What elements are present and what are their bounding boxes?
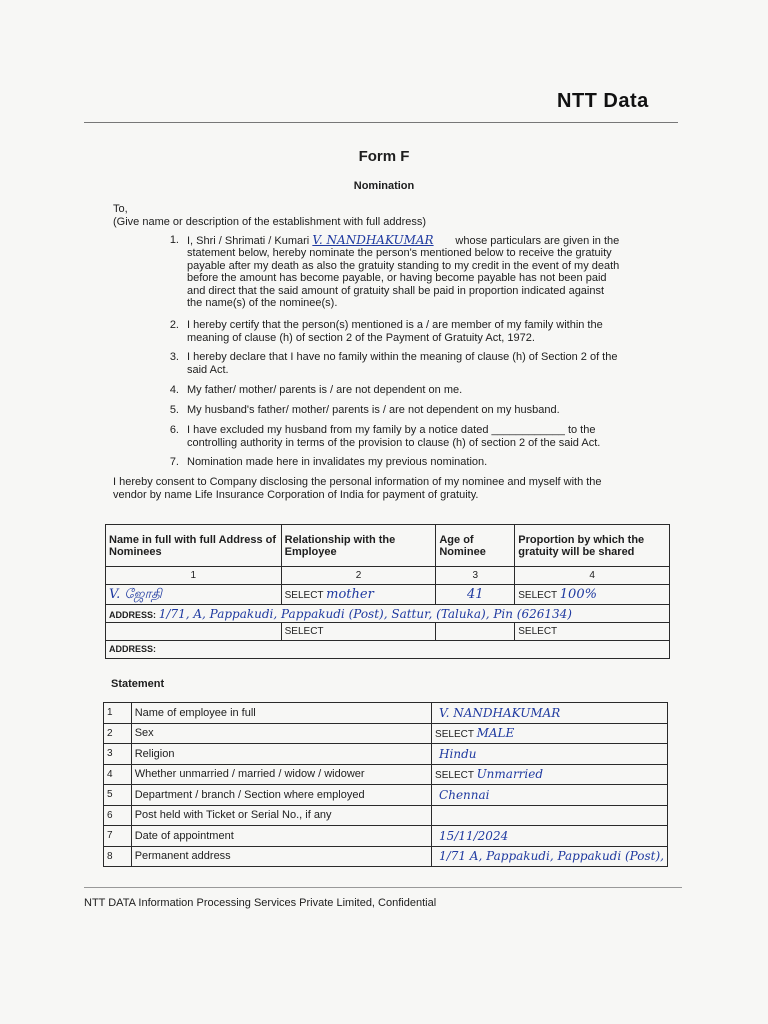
statement-row-label: Sex <box>131 723 431 744</box>
statement-value: 1/71 A, Pappakudi, Pappakudi (Post), <box>439 849 664 864</box>
item-2-line: meaning of clause (h) of section 2 of the Payment of Gratuity Act, 1972. <box>187 331 535 344</box>
item-2-line: I hereby certify that the person(s) mentioned is a / are member of my family within the <box>187 319 603 331</box>
nominee-row-1 <box>106 585 670 605</box>
statement-row-label: Religion <box>131 744 431 765</box>
statement-value: MALE <box>476 726 515 741</box>
statement-value: Chennai <box>439 787 490 802</box>
nominee-row-2 <box>106 623 670 641</box>
statement-value: Hindu <box>439 746 477 761</box>
proportion-value: 100% <box>559 587 597 602</box>
statement-row-number: 2 <box>104 723 132 744</box>
statement-value: Unmarried <box>476 767 544 782</box>
item-3-body <box>187 351 665 376</box>
nominee-name-value: V. ஜோதி <box>109 586 162 602</box>
statement-row-number: 4 <box>104 764 132 785</box>
item-3-line: said Act. <box>187 363 229 376</box>
item-1-prefix: I, Shri / Shrimati / Kumari <box>187 235 310 247</box>
select-label: SELECT <box>435 729 474 741</box>
item-1-suffix: whose particulars are given in the <box>455 235 620 247</box>
consent-paragraph <box>113 476 653 501</box>
statement-row-label: Department / branch / Section where employed <box>131 785 431 806</box>
address-label: ADDRESS: <box>109 609 157 620</box>
item-1-line: before the amount has become payable, or having become payable has not been paid <box>187 272 607 285</box>
statement-row <box>104 846 668 867</box>
statement-row <box>104 764 668 785</box>
statement-row-number: 7 <box>104 826 132 847</box>
item-1-first-line <box>187 234 667 248</box>
statement-value: V. NANDHAKUMAR <box>439 705 561 720</box>
statement-row <box>104 826 668 847</box>
nominee-address-row-2 <box>106 641 670 659</box>
item-3-line: I hereby declare that I have no family within the meaning of clause (h) of Section 2 of the <box>187 351 618 363</box>
item-1-line: and direct that the said amount of gratuity shall be paid in proportion indicated against <box>187 284 605 297</box>
statement-row-number: 8 <box>104 846 132 867</box>
statement-value: 15/11/2024 <box>439 828 509 843</box>
statement-row-label: Post held with Ticket or Serial No., if any <box>131 805 431 826</box>
form-title: Form F <box>358 148 410 165</box>
statement-row-label: Whether unmarried / married / widow / widower <box>131 764 431 785</box>
age-value: 41 <box>467 587 484 602</box>
statement-row-label: Name of employee in full <box>131 703 431 724</box>
statement-row <box>104 723 668 744</box>
item-number: 2. <box>169 319 179 331</box>
statement-row-label: Permanent address <box>131 846 431 867</box>
column-header-proportion: Proportion by which the gratuity will be shared <box>515 525 670 567</box>
column-number: 1 <box>106 567 282 585</box>
item-7-text: Nomination made here in invalidates my previous nomination. <box>187 456 488 468</box>
select-label: SELECT <box>518 590 557 601</box>
consent-line: vendor by name Life Insurance Corporation of India for payment of gratuity. <box>113 488 479 501</box>
nominee-address-row-1 <box>106 605 670 623</box>
nominee-address-cell[interactable] <box>106 641 670 659</box>
form-subtitle: Nomination <box>353 180 415 192</box>
header-divider <box>84 122 678 123</box>
to-label: To, <box>113 203 128 215</box>
item-1-body <box>187 247 665 310</box>
to-hint: (Give name or description of the establishment with full address) <box>113 216 427 228</box>
column-number: 2 <box>281 567 436 585</box>
statement-row-number: 3 <box>104 744 132 765</box>
select-label: SELECT <box>284 590 324 601</box>
item-1-line: payable after my death as also the gratuity standing to my credit in the event of my death <box>187 259 620 272</box>
column-header-age: Age of Nominee <box>436 525 515 567</box>
address-label: ADDRESS: <box>109 644 157 654</box>
nominee-name-cell[interactable] <box>106 623 282 641</box>
statement-value-field[interactable] <box>432 846 668 867</box>
statement-value-field[interactable] <box>432 785 668 806</box>
nominee-table-header-row <box>106 525 670 567</box>
age-cell[interactable] <box>436 585 515 605</box>
proportion-select[interactable] <box>515 623 670 641</box>
relationship-value: mother <box>326 587 374 602</box>
column-header-name: Name in full with full Address of Nominees <box>106 525 282 567</box>
item-1-line: statement below, hereby nominate the person's mentioned below to receive the gratuity <box>187 247 612 259</box>
relationship-select[interactable] <box>281 585 436 605</box>
item-1-line: the name(s) of the nominee(s). <box>187 297 338 310</box>
footer-text: NTT DATA Information Processing Services Private Limited, Confidential <box>84 897 437 909</box>
proportion-select[interactable] <box>515 585 670 605</box>
statement-value-field[interactable] <box>432 703 668 724</box>
statement-row <box>104 785 668 806</box>
statement-row <box>104 805 668 826</box>
consent-line: I hereby consent to Company disclosing the personal information of my nominee and myself with the <box>113 476 602 488</box>
column-header-relationship: Relationship with the Employee <box>281 525 436 567</box>
select-label: SELECT <box>518 626 558 637</box>
select-label: SELECT <box>435 770 474 782</box>
age-cell[interactable] <box>436 623 515 641</box>
relationship-select[interactable] <box>281 623 436 641</box>
item-6-line: controlling authority in terms of the provision to clause (h) of section 2 of the said Act. <box>187 436 601 449</box>
column-number: 4 <box>515 567 670 585</box>
statement-value-field[interactable] <box>432 805 668 826</box>
item-6-body <box>187 424 665 449</box>
employee-name-handwritten[interactable]: V. NANDHAKUMAR <box>312 233 434 247</box>
statement-row-number: 6 <box>104 805 132 826</box>
statement-value-select[interactable] <box>432 764 668 785</box>
statement-row-label: Date of appointment <box>131 826 431 847</box>
statement-value-field[interactable] <box>432 826 668 847</box>
item-number: 3. <box>169 351 179 363</box>
nominee-table <box>105 524 670 659</box>
statement-row-number: 1 <box>104 703 132 724</box>
item-4-text: My father/ mother/ parents is / are not dependent on me. <box>187 384 463 396</box>
footer-divider <box>84 887 682 888</box>
item-number: 6. <box>169 424 179 436</box>
statement-row-number: 5 <box>104 785 132 806</box>
item-number: 4. <box>169 384 179 396</box>
item-6-line: I have excluded my husband from my family by a notice dated ____________ to the <box>187 424 596 436</box>
column-number: 3 <box>436 567 515 585</box>
statement-row <box>104 744 668 765</box>
ntt-data-logo: NTT Data <box>557 90 649 112</box>
item-5-text: My husband's father/ mother/ parents is / are not dependent on my husband. <box>187 404 560 416</box>
statement-table <box>103 702 668 867</box>
select-label: SELECT <box>284 626 324 637</box>
item-number: 1. <box>169 234 179 246</box>
statement-value-select[interactable] <box>432 723 668 744</box>
statement-row <box>104 703 668 724</box>
nominee-address-value: 1/71, A, Pappakudi, Pappakudi (Post), Sattur, (Taluka), Pin (626134) <box>158 606 572 621</box>
item-number: 5. <box>169 404 179 416</box>
nominee-name-cell[interactable] <box>106 585 282 605</box>
statement-value-field[interactable] <box>432 744 668 765</box>
column-number-row <box>106 567 670 585</box>
statement-heading: Statement <box>111 678 165 690</box>
nominee-address-cell[interactable] <box>106 605 670 623</box>
item-number: 7. <box>169 456 179 468</box>
item-2-body <box>187 319 665 344</box>
